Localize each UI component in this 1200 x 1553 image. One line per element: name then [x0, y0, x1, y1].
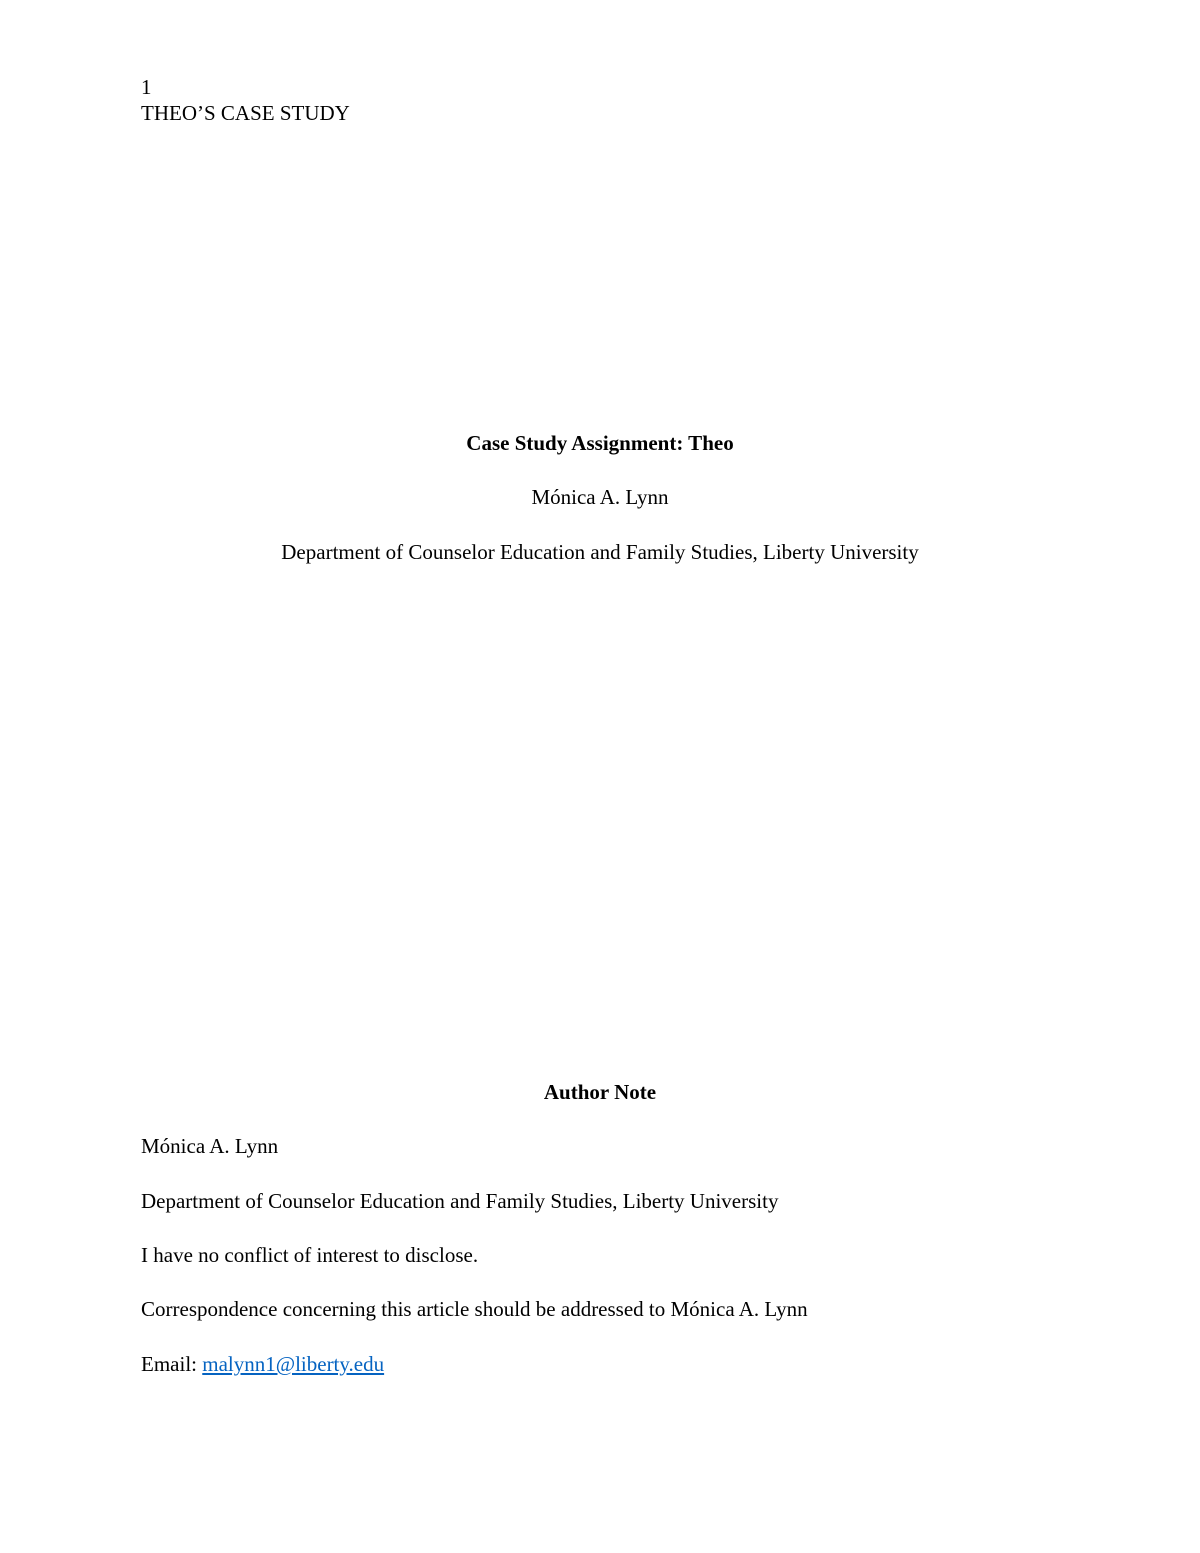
page-header	[141, 74, 350, 126]
email-link[interactable]: malynn1@liberty.edu	[202, 1352, 385, 1376]
author-note-disclosure: I have no conflict of interest to disclose.	[141, 1243, 479, 1267]
running-head: THEO’S CASE STUDY	[141, 101, 350, 125]
page-number: 1	[141, 75, 152, 99]
author-note-email-line	[141, 1351, 808, 1377]
author-note-affiliation: Department of Counselor Education and Family Studies, Liberty University	[141, 1189, 779, 1213]
title-block	[0, 430, 1200, 565]
title-author: Mónica A. Lynn	[531, 485, 669, 509]
author-note-body	[141, 1133, 808, 1377]
email-label: Email:	[141, 1352, 203, 1376]
title-affiliation: Department of Counselor Education and Family Studies, Liberty University	[281, 540, 919, 564]
author-note-author: Mónica A. Lynn	[141, 1134, 279, 1158]
author-note-heading: Author Note	[543, 1080, 657, 1104]
author-note-correspondence: Correspondence concerning this article should be addressed to Mónica A. Lynn	[141, 1297, 808, 1321]
paper-title: Case Study Assignment: Theo	[466, 431, 734, 455]
